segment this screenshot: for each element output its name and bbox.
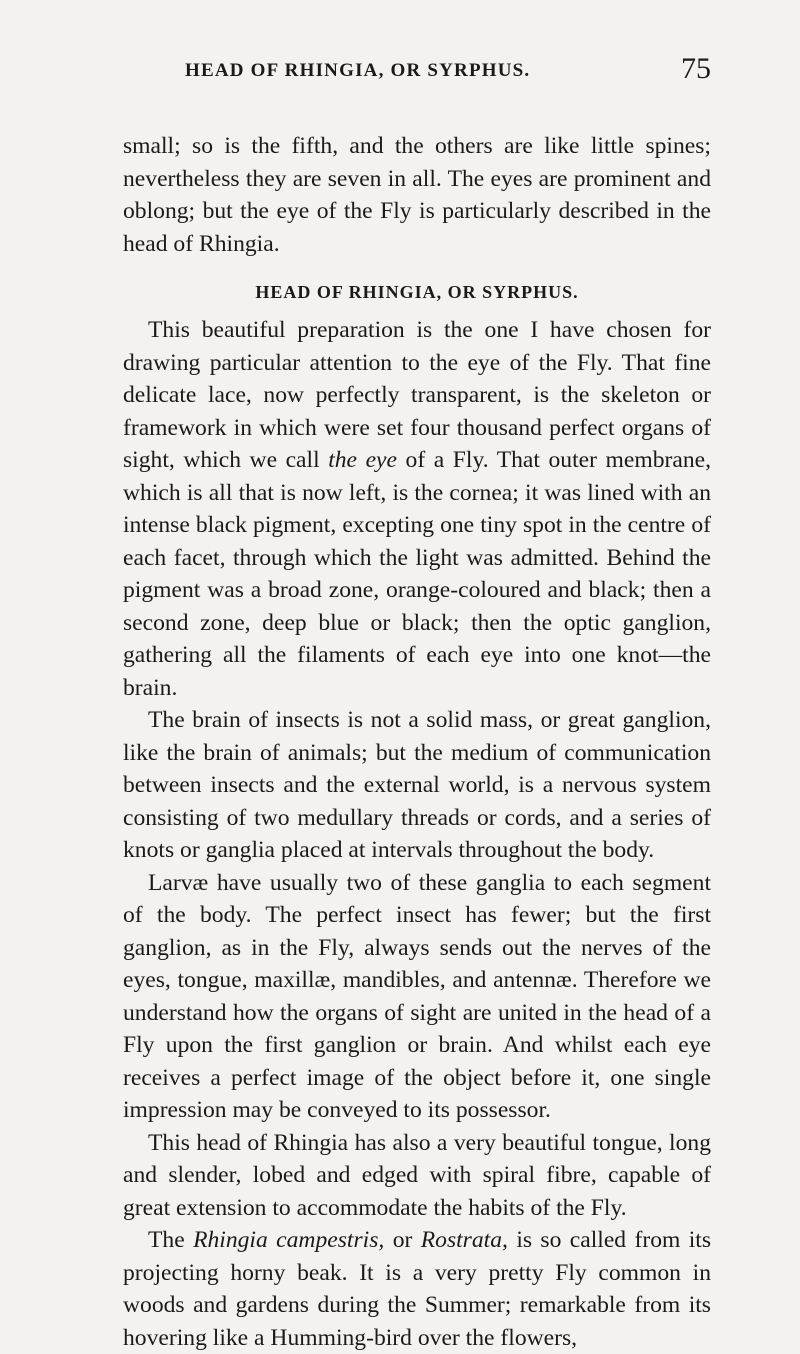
- book-page: [123, 54, 711, 1354]
- body-text: [123, 130, 711, 1354]
- italic-phrase: the eye: [328, 447, 397, 473]
- paragraph-tongue: This head of Rhingia has also a very beautiful tongue, long and slender, lobed and edged with spiral fibre, capable of great extension to accommodate the habits of the Fly.: [123, 1129, 711, 1221]
- italic-species-name: Rostrata,: [420, 1227, 508, 1253]
- paragraph-continuation: small; so is the fifth, and the others are like little spines; nevertheless they are seven in all. The eyes are prominent and oblong; but the eye of the Fly is particularly described in the head of Rhingia.: [123, 133, 711, 257]
- italic-species-name: Rhingia campestris,: [193, 1227, 385, 1253]
- paragraph-species: [123, 1224, 711, 1354]
- paragraph-text: This beautiful preparation is the one I have chosen for drawing particular attention to the eye of the Fly. That fine delicate lace, now perfectly transparent, is the skeleton or framework in which were set four thousand perfect organs of sight, which we call: [123, 317, 711, 473]
- paragraph-preparation: [123, 314, 711, 704]
- paragraph-brain: The brain of insects is not a solid mass, or great ganglion, like the brain of animals; but the medium of communication between insects and the external world, is a nervous system consisting of two medullary threads or cords, and a series of knots or ganglia placed at intervals throughout the body.: [123, 707, 711, 863]
- paragraph-larvae: Larvæ have usually two of these ganglia to each segment of the body. The perfect insect has fewer; but the first ganglion, as in the Fly, always sends out the nerves of the eyes, tongue, maxillæ, mandibles, and antennæ. Therefore we understand how the organs of sight are united in the head of a Fly upon the first ganglion or brain. And whilst each eye receives a perfect image of the object before it, one single impression may be conveyed to its possessor.: [123, 869, 711, 1123]
- running-title: HEAD OF RHINGIA, OR SYRPHUS.: [185, 60, 531, 81]
- section-heading: HEAD OF RHINGIA, OR SYRPHUS.: [255, 282, 579, 302]
- page-number: 75: [681, 52, 711, 85]
- paragraph-text: or: [392, 1227, 413, 1253]
- paragraph-text: The: [148, 1227, 185, 1253]
- paragraph-text: is so called from its projecting horny beak. It is a very pretty Fly common in woods and gardens during the Summer; remarkable from its hovering like a Humming-bird over the flowers,: [123, 1227, 712, 1351]
- running-head: [123, 54, 711, 94]
- paragraph-text: of a Fly. That outer membrane, which is all that is now left, is the cornea; it was lined with an intense black pigment, excepting one tiny spot in the centre of each facet, through which the light was admitted. Behind the pigment was a broad zone, orange-coloured and black; then a second zone, deep blue or black; then the optic ganglion, gathering all the filaments of each eye into one knot—the brain.: [123, 447, 711, 701]
